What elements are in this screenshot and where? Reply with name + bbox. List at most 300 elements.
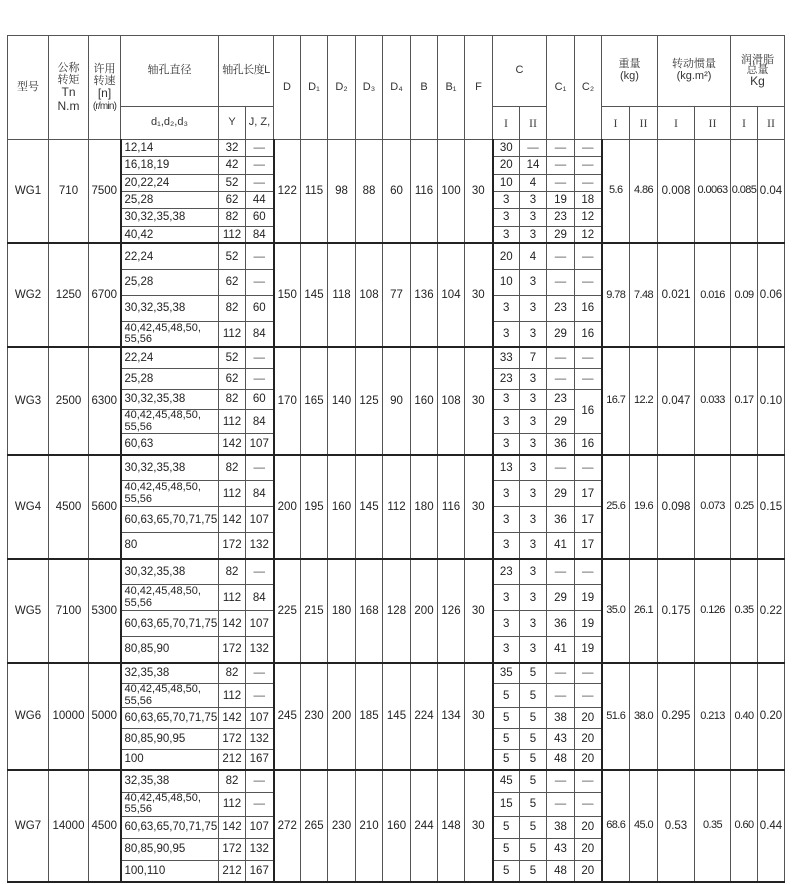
D-cell: 245 — [274, 663, 301, 770]
C2-cell: 20 — [575, 838, 602, 860]
D1-cell: 195 — [301, 455, 328, 559]
C2-cell: — — [575, 243, 602, 269]
C1-cell: 23 — [547, 209, 575, 226]
grease-I-cell: 0.35 — [731, 559, 758, 663]
C-I-cell: 23 — [493, 559, 520, 585]
table-body — [8, 140, 785, 883]
speed-cell: 4500 — [89, 770, 121, 882]
header-speed: 许用 转速 [n] (r/min) — [89, 36, 121, 140]
inertia-I-cell: 0.047 — [658, 347, 695, 454]
bore-length-Y-cell: 172 — [219, 838, 246, 860]
C-I-cell: 3 — [493, 389, 520, 410]
C1-cell: — — [547, 684, 575, 708]
C2-cell: — — [575, 269, 602, 295]
bore-diameter-cell: 100,110 — [121, 860, 219, 882]
bore-length-JZ-cell: 84 — [246, 410, 274, 434]
grease-I-cell: 0.17 — [731, 347, 758, 454]
header-weight-II: II — [630, 107, 658, 140]
grease-II-cell: 0.20 — [758, 663, 785, 770]
model-cell: WG4 — [8, 455, 49, 559]
header-D1: D₁ — [301, 36, 328, 140]
D3-cell: 185 — [356, 663, 383, 770]
bore-diameter-cell: 25,28 — [121, 191, 219, 208]
coupling-spec-table — [7, 35, 785, 883]
D4-cell: 128 — [383, 559, 411, 663]
header-C2: C₂ — [575, 36, 602, 140]
C-I-cell: 5 — [493, 860, 520, 882]
C-I-cell: 3 — [493, 209, 520, 226]
B1-cell: 104 — [438, 243, 465, 347]
bore-diameter-cell: 32,35,38 — [121, 663, 219, 684]
bore-length-JZ-cell: 132 — [246, 728, 274, 749]
C1-cell: 29 — [547, 226, 575, 243]
F-cell: 30 — [465, 347, 493, 454]
bore-length-JZ-cell: 107 — [246, 507, 274, 533]
C1-cell: 23 — [547, 295, 575, 321]
bore-length-JZ-cell: — — [246, 157, 274, 174]
C1-cell: 29 — [547, 481, 575, 507]
bore-diameter-cell: 40,42,45,48,50, 55,56 — [121, 792, 219, 816]
D4-cell: 77 — [383, 243, 411, 347]
C-II-cell: 14 — [520, 157, 547, 174]
bore-diameter-cell: 30,32,35,38 — [121, 295, 219, 321]
C2-cell: 20 — [575, 708, 602, 729]
C1-cell: — — [547, 269, 575, 295]
header-bore-length-JZ: J, Z, — [246, 107, 274, 140]
bore-length-Y-cell: 82 — [219, 209, 246, 226]
torque-cell: 4500 — [49, 455, 89, 559]
C2-cell: — — [575, 663, 602, 684]
header-B1: B₁ — [438, 36, 465, 140]
C1-cell: 29 — [547, 321, 575, 347]
speed-cell: 6700 — [89, 243, 121, 347]
weight-I-cell: 35.0 — [602, 559, 630, 663]
C2-cell: 19 — [575, 611, 602, 637]
bore-diameter-cell: 20,22,24 — [121, 174, 219, 191]
C2-cell: 12 — [575, 226, 602, 243]
D1-cell: 230 — [301, 663, 328, 770]
bore-diameter-cell: 32,35,38 — [121, 770, 219, 792]
weight-I-cell: 25.6 — [602, 455, 630, 559]
C2-cell: 16 — [575, 295, 602, 321]
inertia-I-cell: 0.295 — [658, 663, 695, 770]
C1-cell: — — [547, 243, 575, 269]
header-weight-I: I — [602, 107, 630, 140]
C2-cell: 12 — [575, 209, 602, 226]
bore-length-Y-cell: 62 — [219, 191, 246, 208]
torque-cell: 7100 — [49, 559, 89, 663]
header-D2: D₂ — [328, 36, 356, 140]
D-cell: 272 — [274, 770, 301, 882]
C-II-cell: 3 — [520, 295, 547, 321]
header-D4: D₄ — [383, 36, 411, 140]
weight-I-cell: 16.7 — [602, 347, 630, 454]
bore-diameter-cell: 40,42 — [121, 226, 219, 243]
table-row — [8, 140, 785, 157]
C-II-cell: 3 — [520, 191, 547, 208]
C-II-cell: 3 — [520, 321, 547, 347]
bore-diameter-cell: 30,32,35,38 — [121, 455, 219, 481]
D4-cell: 160 — [383, 770, 411, 882]
bore-diameter-cell: 16,18,19 — [121, 157, 219, 174]
C-I-cell: 23 — [493, 368, 520, 389]
grease-I-cell: 0.085 — [731, 140, 758, 244]
table-row — [8, 455, 785, 481]
header-inertia-I: I — [658, 107, 695, 140]
D2-cell: 98 — [328, 140, 356, 244]
table-row — [8, 559, 785, 585]
header-grease-II: II — [758, 107, 785, 140]
weight-II-cell: 7.48 — [630, 243, 658, 347]
speed-cell: 5600 — [89, 455, 121, 559]
bore-length-JZ-cell: — — [246, 347, 274, 368]
weight-I-cell: 51.6 — [602, 663, 630, 770]
C1-cell: 43 — [547, 838, 575, 860]
D3-cell: 168 — [356, 559, 383, 663]
bore-length-Y-cell: 62 — [219, 368, 246, 389]
C-I-cell: 3 — [493, 533, 520, 559]
D2-cell: 200 — [328, 663, 356, 770]
D1-cell: 215 — [301, 559, 328, 663]
inertia-I-cell: 0.098 — [658, 455, 695, 559]
C-II-cell: 3 — [520, 507, 547, 533]
C-II-cell: 7 — [520, 347, 547, 368]
bore-length-Y-cell: 212 — [219, 860, 246, 882]
C2-cell: 16 — [575, 434, 602, 455]
inertia-II-cell: 0.213 — [695, 663, 731, 770]
bore-diameter-cell: 40,42,45,48,50, 55,56 — [121, 585, 219, 611]
bore-diameter-cell: 60,63,65,70,71,75 — [121, 507, 219, 533]
D3-cell: 108 — [356, 243, 383, 347]
C-II-cell: 3 — [520, 434, 547, 455]
bore-length-Y-cell: 142 — [219, 611, 246, 637]
weight-I-cell: 9.78 — [602, 243, 630, 347]
bore-diameter-cell: 60,63,65,70,71,75 — [121, 708, 219, 729]
C-I-cell: 3 — [493, 295, 520, 321]
D3-cell: 210 — [356, 770, 383, 882]
C-II-cell: 3 — [520, 389, 547, 410]
C-II-cell: 3 — [520, 368, 547, 389]
C-I-cell: 3 — [493, 611, 520, 637]
header-D3: D₃ — [356, 36, 383, 140]
bore-length-JZ-cell: 84 — [246, 585, 274, 611]
C1-cell: — — [547, 770, 575, 792]
B1-cell: 108 — [438, 347, 465, 454]
bore-diameter-cell: 40,42,45,48,50, 55,56 — [121, 321, 219, 347]
inertia-I-cell: 0.021 — [658, 243, 695, 347]
inertia-II-cell: 0.126 — [695, 559, 731, 663]
bore-length-Y-cell: 142 — [219, 816, 246, 838]
weight-II-cell: 4.86 — [630, 140, 658, 244]
header-bore-length-Y: Y — [219, 107, 246, 140]
D-cell: 122 — [274, 140, 301, 244]
bore-length-Y-cell: 112 — [219, 585, 246, 611]
C2-cell: — — [575, 770, 602, 792]
speed-cell: 5300 — [89, 559, 121, 663]
bore-length-Y-cell: 142 — [219, 507, 246, 533]
bore-length-Y-cell: 172 — [219, 533, 246, 559]
C-I-cell: 3 — [493, 191, 520, 208]
grease-I-cell: 0.60 — [731, 770, 758, 882]
C-II-cell: 3 — [520, 481, 547, 507]
C2-cell: — — [575, 140, 602, 157]
F-cell: 30 — [465, 140, 493, 244]
bore-length-JZ-cell: 107 — [246, 611, 274, 637]
D4-cell: 60 — [383, 140, 411, 244]
C2-cell: 18 — [575, 191, 602, 208]
model-cell: WG6 — [8, 663, 49, 770]
inertia-I-cell: 0.008 — [658, 140, 695, 244]
inertia-II-cell: 0.0063 — [695, 140, 731, 244]
D2-cell: 140 — [328, 347, 356, 454]
C2-cell: 20 — [575, 749, 602, 770]
C-I-cell: 3 — [493, 481, 520, 507]
C-I-cell: 20 — [493, 157, 520, 174]
C-II-cell: 5 — [520, 860, 547, 882]
C-I-cell: 3 — [493, 507, 520, 533]
D-cell: 150 — [274, 243, 301, 347]
C-I-cell: 5 — [493, 684, 520, 708]
grease-II-cell: 0.06 — [758, 243, 785, 347]
grease-II-cell: 0.44 — [758, 770, 785, 882]
C-II-cell: 5 — [520, 792, 547, 816]
C2-cell: — — [575, 559, 602, 585]
C1-cell: — — [547, 792, 575, 816]
weight-II-cell: 26.1 — [630, 559, 658, 663]
C-I-cell: 33 — [493, 347, 520, 368]
bore-diameter-cell: 22,24 — [121, 347, 219, 368]
bore-length-Y-cell: 112 — [219, 226, 246, 243]
C-I-cell: 3 — [493, 637, 520, 663]
bore-diameter-cell: 100 — [121, 749, 219, 770]
B1-cell: 116 — [438, 455, 465, 559]
C-II-cell: 4 — [520, 243, 547, 269]
C1-cell: — — [547, 347, 575, 368]
D4-cell: 90 — [383, 347, 411, 454]
bore-length-JZ-cell: — — [246, 174, 274, 191]
C-II-cell: 5 — [520, 770, 547, 792]
bore-length-Y-cell: 42 — [219, 157, 246, 174]
C-I-cell: 3 — [493, 226, 520, 243]
C-I-cell: 5 — [493, 749, 520, 770]
torque-cell: 1250 — [49, 243, 89, 347]
bore-diameter-cell: 25,28 — [121, 269, 219, 295]
C2-cell: — — [575, 368, 602, 389]
C-II-cell: 3 — [520, 585, 547, 611]
grease-II-cell: 0.15 — [758, 455, 785, 559]
C-I-cell: 3 — [493, 321, 520, 347]
grease-I-cell: 0.09 — [731, 243, 758, 347]
B1-cell: 134 — [438, 663, 465, 770]
header-inertia: 转动惯量 (kg.m²) — [658, 36, 731, 107]
model-cell: WG1 — [8, 140, 49, 244]
header-C-II: II — [520, 107, 547, 140]
bore-length-JZ-cell: 107 — [246, 434, 274, 455]
bore-length-Y-cell: 82 — [219, 455, 246, 481]
F-cell: 30 — [465, 663, 493, 770]
F-cell: 30 — [465, 770, 493, 882]
inertia-I-cell: 0.175 — [658, 559, 695, 663]
C2-cell: 17 — [575, 533, 602, 559]
header-grease-I: I — [731, 107, 758, 140]
C1-cell: — — [547, 368, 575, 389]
B-cell: 160 — [411, 347, 438, 454]
C-I-cell: 20 — [493, 243, 520, 269]
grease-I-cell: 0.40 — [731, 663, 758, 770]
C-I-cell: 5 — [493, 838, 520, 860]
D2-cell: 118 — [328, 243, 356, 347]
model-cell: WG7 — [8, 770, 49, 882]
bore-diameter-cell: 80,85,90 — [121, 637, 219, 663]
table-row — [8, 347, 785, 368]
table-row — [8, 770, 785, 792]
bore-length-JZ-cell: 132 — [246, 533, 274, 559]
C-II-cell: 5 — [520, 684, 547, 708]
bore-length-Y-cell: 112 — [219, 792, 246, 816]
header-weight: 重量 (kg) — [602, 36, 658, 107]
torque-cell: 14000 — [49, 770, 89, 882]
torque-cell: 2500 — [49, 347, 89, 454]
inertia-II-cell: 0.033 — [695, 347, 731, 454]
C2-cell: — — [575, 684, 602, 708]
C-II-cell: 3 — [520, 226, 547, 243]
C1-cell: 36 — [547, 434, 575, 455]
C-I-cell: 5 — [493, 708, 520, 729]
bore-length-JZ-cell: 107 — [246, 708, 274, 729]
C1-cell: — — [547, 157, 575, 174]
bore-diameter-cell: 40,42,45,48,50, 55,56 — [121, 684, 219, 708]
bore-diameter-cell: 25,28 — [121, 368, 219, 389]
C2-cell: 16 — [575, 321, 602, 347]
grease-II-cell: 0.10 — [758, 347, 785, 454]
B-cell: 116 — [411, 140, 438, 244]
header-C-I: I — [493, 107, 520, 140]
C-II-cell: 4 — [520, 174, 547, 191]
bore-length-Y-cell: 62 — [219, 269, 246, 295]
C1-cell: 38 — [547, 816, 575, 838]
bore-length-JZ-cell: — — [246, 269, 274, 295]
bore-length-Y-cell: 82 — [219, 559, 246, 585]
C1-cell: 29 — [547, 410, 575, 434]
bore-length-JZ-cell: — — [246, 140, 274, 157]
table-header — [8, 36, 785, 140]
C-I-cell: 10 — [493, 269, 520, 295]
B1-cell: 148 — [438, 770, 465, 882]
C-II-cell: 3 — [520, 455, 547, 481]
C-I-cell: 45 — [493, 770, 520, 792]
bore-diameter-cell: 60,63,65,70,71,75 — [121, 611, 219, 637]
header-C: C — [493, 36, 547, 107]
B1-cell: 126 — [438, 559, 465, 663]
C1-cell: 19 — [547, 191, 575, 208]
bore-diameter-cell: 80,85,90,95 — [121, 838, 219, 860]
C-I-cell: 3 — [493, 434, 520, 455]
C2-cell: 17 — [575, 481, 602, 507]
bore-length-Y-cell: 112 — [219, 684, 246, 708]
torque-cell: 10000 — [49, 663, 89, 770]
C-I-cell: 5 — [493, 816, 520, 838]
model-cell: WG5 — [8, 559, 49, 663]
bore-length-Y-cell: 112 — [219, 481, 246, 507]
C-II-cell: 3 — [520, 611, 547, 637]
C2-cell: 19 — [575, 637, 602, 663]
C2-cell: 19 — [575, 585, 602, 611]
bore-length-JZ-cell: 84 — [246, 481, 274, 507]
C2-cell: 16 — [575, 389, 602, 434]
header-B: B — [411, 36, 438, 140]
D3-cell: 88 — [356, 140, 383, 244]
C2-cell: — — [575, 455, 602, 481]
bore-diameter-cell: 30,32,35,38 — [121, 559, 219, 585]
D1-cell: 165 — [301, 347, 328, 454]
bore-length-Y-cell: 32 — [219, 140, 246, 157]
C1-cell: 36 — [547, 611, 575, 637]
bore-length-JZ-cell: 60 — [246, 209, 274, 226]
bore-length-Y-cell: 112 — [219, 410, 246, 434]
C-II-cell: 5 — [520, 749, 547, 770]
header-bore-length: 轴孔长度L — [219, 36, 274, 107]
C-I-cell: 30 — [493, 140, 520, 157]
D4-cell: 145 — [383, 663, 411, 770]
C-II-cell: 3 — [520, 410, 547, 434]
bore-length-JZ-cell: 167 — [246, 860, 274, 882]
speed-cell: 7500 — [89, 140, 121, 244]
bore-length-Y-cell: 82 — [219, 389, 246, 410]
bore-length-JZ-cell: 60 — [246, 389, 274, 410]
bore-length-JZ-cell: 107 — [246, 816, 274, 838]
bore-length-Y-cell: 142 — [219, 708, 246, 729]
bore-length-JZ-cell: 132 — [246, 637, 274, 663]
C2-cell: 20 — [575, 728, 602, 749]
bore-diameter-cell: 22,24 — [121, 243, 219, 269]
bore-length-Y-cell: 82 — [219, 295, 246, 321]
D-cell: 225 — [274, 559, 301, 663]
D-cell: 200 — [274, 455, 301, 559]
header-C1: C₁ — [547, 36, 575, 140]
C-II-cell: 3 — [520, 269, 547, 295]
bore-diameter-cell: 80 — [121, 533, 219, 559]
C2-cell: 20 — [575, 816, 602, 838]
C1-cell: — — [547, 140, 575, 157]
D3-cell: 125 — [356, 347, 383, 454]
C2-cell: — — [575, 792, 602, 816]
C-II-cell: 3 — [520, 559, 547, 585]
header-F: F — [465, 36, 493, 140]
weight-II-cell: 19.6 — [630, 455, 658, 559]
F-cell: 30 — [465, 455, 493, 559]
bore-length-JZ-cell: — — [246, 559, 274, 585]
weight-I-cell: 5.6 — [602, 140, 630, 244]
C-I-cell: 13 — [493, 455, 520, 481]
speed-cell: 5000 — [89, 663, 121, 770]
bore-length-JZ-cell: 44 — [246, 191, 274, 208]
bore-length-Y-cell: 52 — [219, 347, 246, 368]
bore-length-Y-cell: 82 — [219, 663, 246, 684]
C-I-cell: 15 — [493, 792, 520, 816]
C1-cell: — — [547, 455, 575, 481]
F-cell: 30 — [465, 243, 493, 347]
bore-length-Y-cell: 52 — [219, 174, 246, 191]
D2-cell: 180 — [328, 559, 356, 663]
C1-cell: 41 — [547, 637, 575, 663]
bore-length-JZ-cell: — — [246, 770, 274, 792]
B-cell: 224 — [411, 663, 438, 770]
bore-length-JZ-cell: — — [246, 455, 274, 481]
D1-cell: 265 — [301, 770, 328, 882]
C-I-cell: 5 — [493, 728, 520, 749]
bore-length-Y-cell: 172 — [219, 728, 246, 749]
header-bore-diameter: 轴孔直径 — [121, 36, 219, 107]
